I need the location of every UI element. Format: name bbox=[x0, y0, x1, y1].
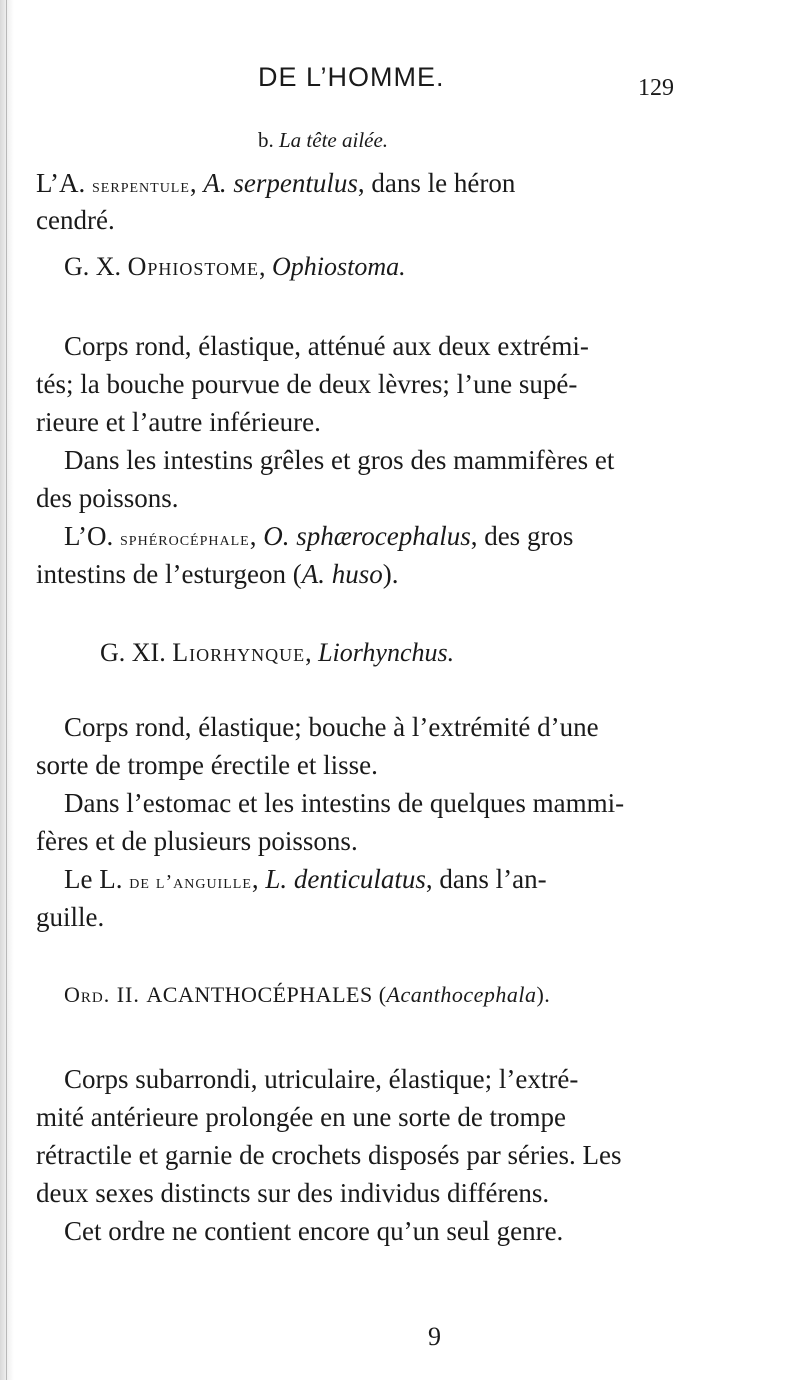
text-line bbox=[36, 561, 398, 588]
text-line: deux sexes distincts sur des individus différens. bbox=[36, 1178, 550, 1208]
genus-latin-name: Ophiostoma. bbox=[272, 252, 406, 281]
genus-heading bbox=[64, 254, 406, 280]
genus-number: G. XI. bbox=[100, 638, 173, 667]
text-line: Cet ordre ne contient encore qu’un seul genre. bbox=[64, 1216, 564, 1246]
species-common-name: de l’anguille bbox=[129, 871, 252, 893]
text-line: cendré. bbox=[36, 205, 115, 235]
habitat-text: , dans le héron bbox=[357, 168, 516, 198]
genus-heading bbox=[100, 640, 454, 666]
opening-paren: ( bbox=[372, 982, 387, 1007]
text-line: tés; la bouche pourvue de deux lèvres; l’une supé- bbox=[36, 369, 578, 399]
separator: , bbox=[249, 521, 264, 551]
species-entry-line bbox=[36, 170, 515, 197]
species-abbrev: L’O. bbox=[64, 521, 121, 551]
signature-mark: 9 bbox=[428, 1322, 441, 1351]
text-line: Corps rond, élastique, atténué aux deux extrémi- bbox=[64, 331, 589, 361]
text-line: sorte de trompe érectile et lisse. bbox=[36, 750, 378, 780]
order-heading bbox=[64, 984, 550, 1006]
species-latin-name: A. serpentulus bbox=[203, 168, 358, 198]
text-line: Corps subarrondi, utriculaire, élastique; l’extré- bbox=[64, 1064, 579, 1094]
separator: , bbox=[259, 252, 273, 281]
running-title: DE L’HOMME. bbox=[258, 62, 445, 92]
closing-paren: ). bbox=[536, 982, 551, 1007]
species-entry-line bbox=[64, 523, 573, 550]
binding-edge bbox=[6, 0, 7, 1380]
text-line: guille. bbox=[36, 902, 105, 932]
genus-latin-name: Liorhynchus. bbox=[318, 638, 455, 667]
order-name: ACANTHOCÉPHALES bbox=[146, 982, 373, 1007]
subsection-letter: b. bbox=[258, 128, 274, 152]
text-line: rieure et l’autre inférieure. bbox=[36, 407, 321, 437]
order-latin-name: Acanthocephala bbox=[386, 982, 537, 1007]
species-common-name: serpentule bbox=[92, 175, 190, 197]
habitat-text: , des gros bbox=[470, 521, 574, 551]
text-line: des poissons. bbox=[36, 483, 179, 513]
text-line: Corps rond, élastique; bouche à l’extrémité d’une bbox=[64, 712, 599, 742]
text-line: mité antérieure prolongée en une sorte de trompe bbox=[36, 1102, 567, 1132]
page-gutter-shadow bbox=[0, 0, 14, 1380]
page-number: 129 bbox=[638, 75, 674, 101]
species-abbrev: Le L. bbox=[64, 864, 130, 894]
genus-name: Liorhynque bbox=[172, 638, 306, 667]
host-latin-name: A. huso bbox=[301, 559, 383, 589]
species-entry-line bbox=[64, 866, 547, 893]
species-common-name: sphérocéphale bbox=[120, 528, 250, 550]
habitat-text: , dans l’an- bbox=[425, 864, 547, 894]
separator: , bbox=[189, 168, 204, 198]
order-number: Ord. II. bbox=[64, 982, 147, 1007]
text-line: fères et de plusieurs poissons. bbox=[36, 826, 358, 856]
habitat-text: intestins de l’esturgeon ( bbox=[36, 559, 302, 589]
subsection-title: La tête ailée. bbox=[279, 128, 389, 152]
closing-paren: ). bbox=[382, 559, 399, 589]
genus-number: G. X. bbox=[64, 252, 128, 281]
text-line: rétractile et garnie de crochets disposés par séries. Les bbox=[36, 1140, 622, 1170]
species-abbrev: L’A. bbox=[36, 168, 93, 198]
subsection-heading bbox=[258, 128, 388, 153]
text-line: Dans les intestins grêles et gros des mammifères et bbox=[64, 445, 615, 475]
species-latin-name: L. denticulatus bbox=[265, 864, 426, 894]
separator: , bbox=[305, 638, 319, 667]
separator: , bbox=[251, 864, 266, 894]
species-latin-name: O. sphærocephalus bbox=[263, 521, 471, 551]
genus-name: Ophiostome bbox=[127, 252, 260, 281]
text-line: Dans l’estomac et les intestins de quelques mammi- bbox=[64, 788, 625, 818]
